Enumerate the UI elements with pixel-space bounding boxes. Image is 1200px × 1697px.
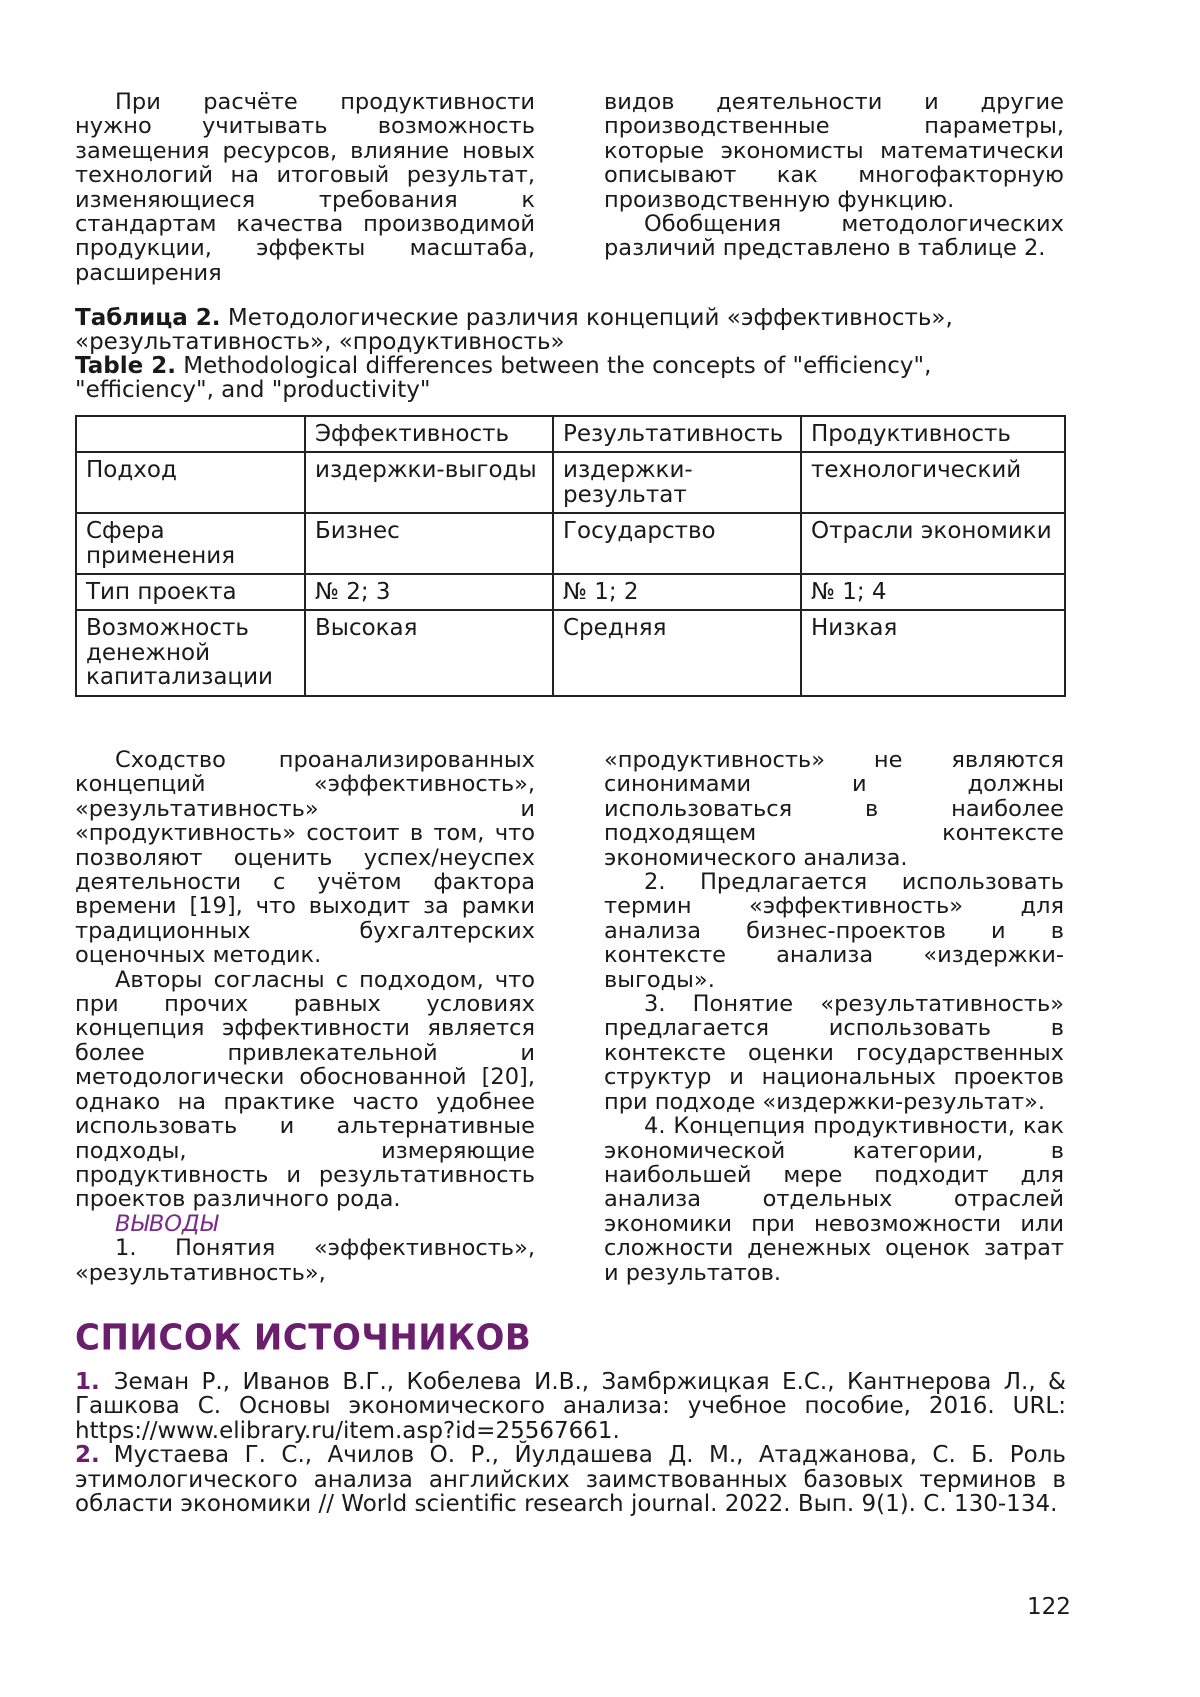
reference-number: 2. [75, 1442, 100, 1469]
comparison-table [75, 415, 1066, 697]
table-caption-en [75, 354, 1075, 402]
reference-item [75, 1370, 1066, 1443]
table-cell: Высокая [305, 610, 553, 695]
paragraph: При расчёте продуктивности нужно учитывать возможность замещения ресурсов, влияние новых технологий на итоговый результат, изменяющиеся требования к стандартам качества производимой продукции, эффекты масштаба, расширения [75, 89, 535, 286]
table-cell: Средняя [553, 610, 801, 695]
table-row [76, 452, 1065, 513]
table-row [76, 610, 1065, 695]
header-cell: Эффективность [305, 416, 553, 452]
table-header-row [76, 416, 1065, 452]
table-cell: № 1; 4 [801, 574, 1065, 610]
caption-text: Methodological differences between the concepts of "efficiency", "efficiency", and "productivity" [75, 353, 932, 403]
table-row [76, 513, 1065, 574]
bottom-right-column [604, 748, 1064, 1285]
header-cell [76, 416, 305, 452]
paragraph: 2. Предлагается использовать термин «эффективность» для анализа бизнес-проектов и в контексте анализа «издержки-выгоды». [604, 869, 1064, 993]
table-cell: Бизнес [305, 513, 553, 574]
caption-label: Table 2. [75, 353, 176, 379]
header-cell: Результативность [553, 416, 801, 452]
paragraph: 1. Понятия «эффективность», «результативность», [75, 1235, 535, 1286]
table-cell: Возможность денежной капитализации [76, 610, 305, 695]
paragraph: видов деятельности и другие производственные параметры, которые экономисты математически описывают как многофакторную производственную функцию. [604, 89, 1064, 213]
caption-label: Таблица 2. [75, 305, 221, 331]
table-cell: Подход [76, 452, 305, 513]
paragraph: Сходство проанализированных концепций «эффективность», «результативность» и «продуктивность» состоит в том, что позволяют оценить успех/неуспех деятельности с учётом фактора времени [19], что выходит за рамки традиционных бухгалтерских оценочных методик. [75, 747, 535, 969]
references-title: СПИСОК ИСТОЧНИКОВ [75, 1317, 532, 1359]
header-cell: Продуктивность [801, 416, 1065, 452]
table-cell: технологический [801, 452, 1065, 513]
paragraph: «продуктивность» не являются синонимами и должны использоваться в наиболее подходящем контексте экономического анализа. [604, 747, 1064, 871]
reference-text: Мустаева Г. С., Ачилов О. Р., Йулдашева Д. М., Атаджанова, С. Б. Роль этимологического анализа английских заимствованных базовых терминов в области экономики // World scientific research journal. 2022. Вып. 9(1). С. 130-134. [75, 1442, 1066, 1518]
paragraph: 4. Концепция продуктивности, как экономической категории, в наибольшей мере подходит для анализа отдельных отраслей экономики при невозможности или сложности денежных оценок затрат и результатов. [604, 1113, 1064, 1286]
paragraph: Авторы согласны с подходом, что при прочих равных условиях концепция эффективности является более привлекательной и методологически обоснованной [20], однако на практике часто удобнее использовать и альтернативные подходы, измеряющие продуктивность и результативность проектов различного рода. [75, 966, 535, 1213]
paragraph: Обобщения методологических различий представлено в таблице 2. [604, 211, 1064, 262]
reference-number: 1. [75, 1369, 100, 1395]
references-list [75, 1370, 1066, 1516]
reference-item [75, 1443, 1066, 1516]
reference-text: Земан Р., Иванов В.Г., Кобелева И.В., Замбржицкая Е.С., Кантнерова Л., & Гашкова С. Основы экономического анализа: учебное пособие, 2016. URL: https://www.elibrary.ru/item.asp?id=25567661. [75, 1369, 1066, 1444]
bottom-left-column [75, 748, 535, 1285]
table-cell: № 1; 2 [553, 574, 801, 610]
page-number: 122 [1027, 1594, 1071, 1620]
table-cell: Тип проекта [76, 574, 305, 610]
table-cell: Сфера применения [76, 513, 305, 574]
table-row [76, 574, 1065, 610]
top-left-column [75, 90, 535, 285]
table-cell: Государство [553, 513, 801, 574]
table-caption-ru [75, 306, 1075, 354]
table-cell: Отрасли экономики [801, 513, 1065, 574]
caption-text: Методологические различия концепций «эффективность», «результативность», «продуктивность» [75, 305, 953, 355]
table-cell: издержки-результат [553, 452, 801, 513]
table-cell: № 2; 3 [305, 574, 553, 610]
top-right-column [604, 90, 1064, 261]
table-cell: издержки-выгоды [305, 452, 553, 513]
table-cell: Низкая [801, 610, 1065, 695]
paragraph: 3. Понятие «результативность» предлагается использовать в контексте оценки государственных структур и национальных проектов при подходе «издержки-результат». [604, 991, 1064, 1115]
conclusions-heading: ВЫВОДЫ [115, 1210, 218, 1237]
